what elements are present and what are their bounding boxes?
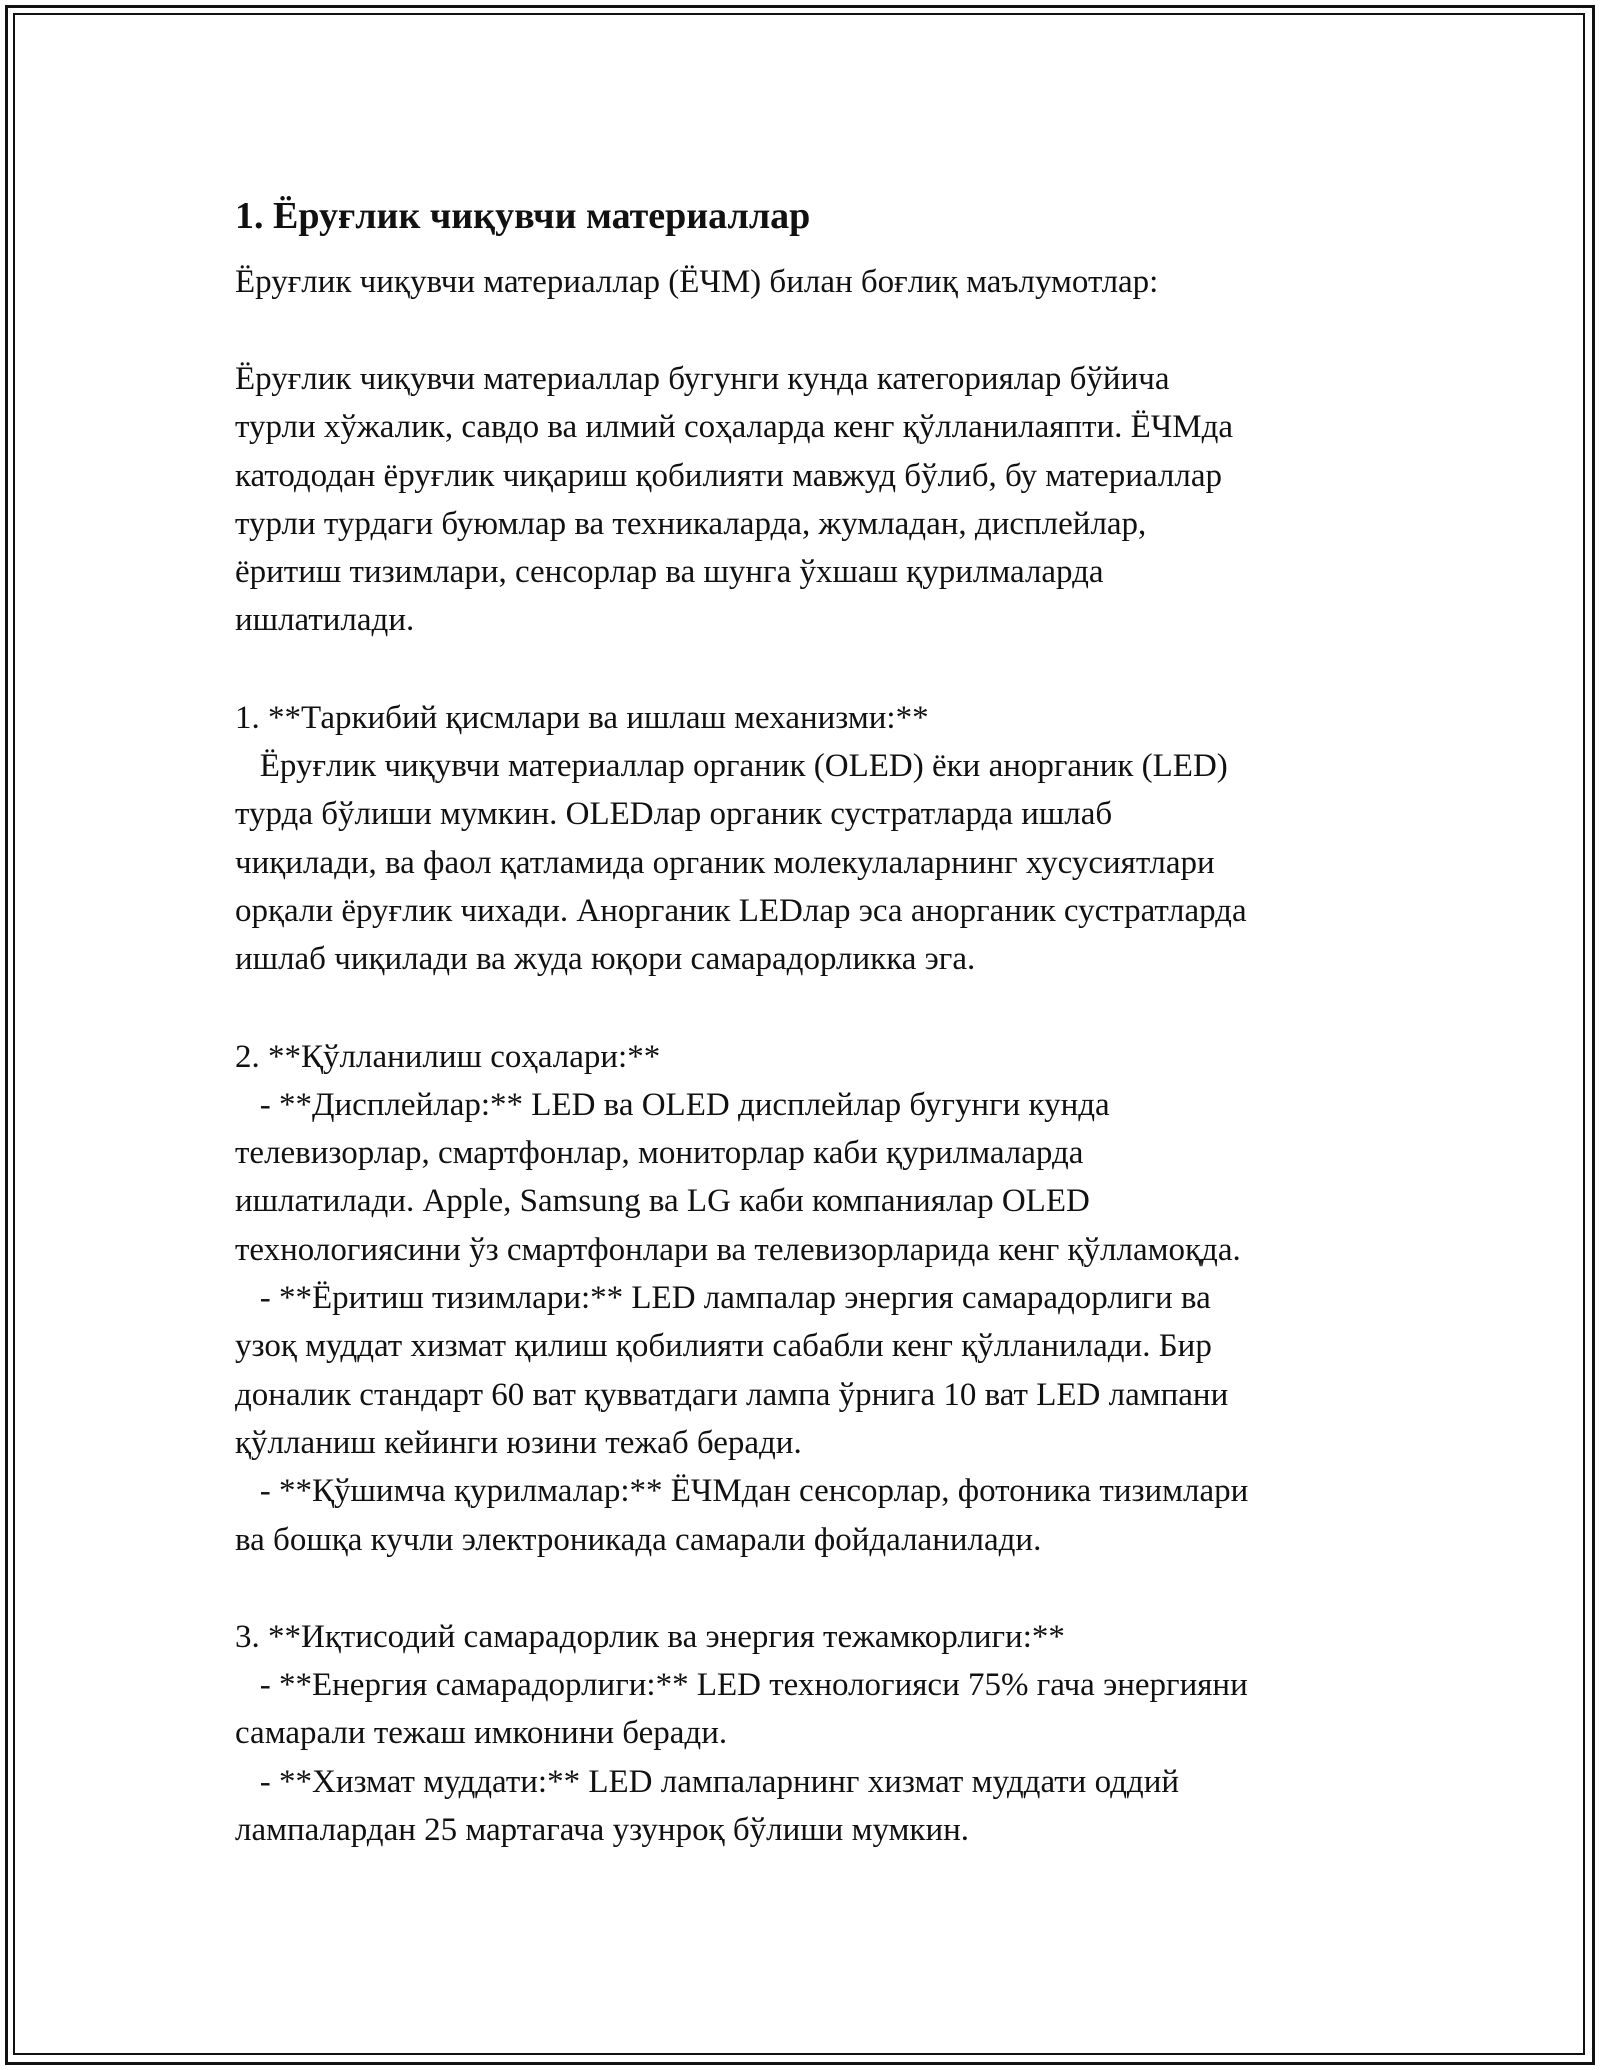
paragraph-line: Ёруғлик чиқувчи материаллар бугунги кунда категориялар бўйича bbox=[235, 361, 1170, 397]
section-components bbox=[235, 694, 1375, 984]
paragraph-line: телевизорлар, смартфонлар, мониторлар каби қурилмаларда bbox=[235, 1135, 1084, 1172]
section-applications bbox=[235, 1033, 1375, 1564]
list-item: - **Енергия самарадорлиги:** LED технологияси 75% гача энергияни bbox=[235, 1667, 1248, 1704]
paragraph-overview bbox=[235, 355, 1375, 645]
intro-line: Ёруғлик чиқувчи материаллар (ЁЧМ) билан боғлиқ маълумотлар: bbox=[235, 264, 1159, 300]
paragraph-line: катододан ёруғлик чиқариш қобилияти мавжуд бўлиб, бу материаллар bbox=[235, 457, 1222, 494]
section-heading: 2. **Қўлланилиш соҳалари:** bbox=[235, 1038, 661, 1075]
paragraph-line: лампалардан 25 мартагача узунроқ бўлиши мумкин. bbox=[235, 1812, 970, 1849]
paragraph-line: самарали тежаш имконини беради. bbox=[235, 1715, 728, 1752]
paragraph-line: технологиясини ўз смартфонлари ва телевизорларида кенг қўлламоқда. bbox=[235, 1231, 1241, 1268]
paragraph-line: турли хўжалик, савдо ва илмий соҳаларда кенг қўлланилаяпти. ЁЧМда bbox=[235, 409, 1234, 446]
paragraph-line: қўлланиш кейинги юзини тежаб беради. bbox=[235, 1424, 802, 1461]
paragraph-line: орқали ёруғлик чихади. Анорганик LEDлар эса анорганик сустратларда bbox=[235, 892, 1247, 929]
paragraph-line: турда бўлиши мумкин. OLEDлар органик сустратларда ишлаб bbox=[235, 796, 1113, 833]
paragraph-line: ёритиш тизимлари, сенсорлар ва шунга ўхшаш қурилмаларда bbox=[235, 554, 1104, 591]
section-heading: 1. **Таркибий қисмлари ва ишлаш механизми:** bbox=[235, 699, 929, 736]
document-body bbox=[235, 186, 1375, 1854]
list-item: - **Қўшимча қурилмалар:** ЁЧМдан сенсорлар, фотоника тизимлари bbox=[235, 1473, 1249, 1510]
paragraph-line: узоқ муддат хизмат қилиш қобилияти сабабли кенг қўлланилади. Бир bbox=[235, 1328, 1212, 1365]
list-item: - **Дисплейлар:** LED ва OLED дисплейлар бугунги кунда bbox=[235, 1086, 1110, 1123]
paragraph-line: ишлаб чиқилади ва жуда юқори самарадорликка эга. bbox=[235, 941, 976, 978]
list-item: - **Ёритиш тизимлари:** LED лампалар энергия самарадорлиги ва bbox=[235, 1280, 1211, 1317]
paragraph-line: ва бошқа кучли электроникада самарали фойдаланилади. bbox=[235, 1521, 1042, 1558]
paragraph-line: турли турдаги буюмлар ва техникаларда, жумладан, дисплейлар, bbox=[235, 505, 1147, 542]
section-heading: 3. **Иқтисодий самарадорлик ва энергия тежамкорлиги:** bbox=[235, 1618, 1065, 1655]
paragraph-line: Ёруғлик чиқувчи материаллар органик (OLED) ёки анорганик (LED) bbox=[235, 748, 1228, 785]
paragraph-line: ишлатилади. Apple, Samsung ва LG каби компаниялар OLED bbox=[235, 1183, 1090, 1220]
paragraph-line: чиқилади, ва фаол қатламида органик молекулаларнинг хусусиятлари bbox=[235, 844, 1215, 881]
section-economics bbox=[235, 1613, 1375, 1854]
list-item: - **Хизмат муддати:** LED лампаларнинг хизмат муддати оддий bbox=[235, 1763, 1180, 1800]
paragraph-line: доналик стандарт 60 ват қувватдаги лампа ўрнига 10 ват LED лампани bbox=[235, 1376, 1229, 1413]
document-title: 1. Ёруғлик чиқувчи материаллар bbox=[235, 195, 811, 237]
paragraph-line: ишлатилади. bbox=[235, 602, 415, 639]
